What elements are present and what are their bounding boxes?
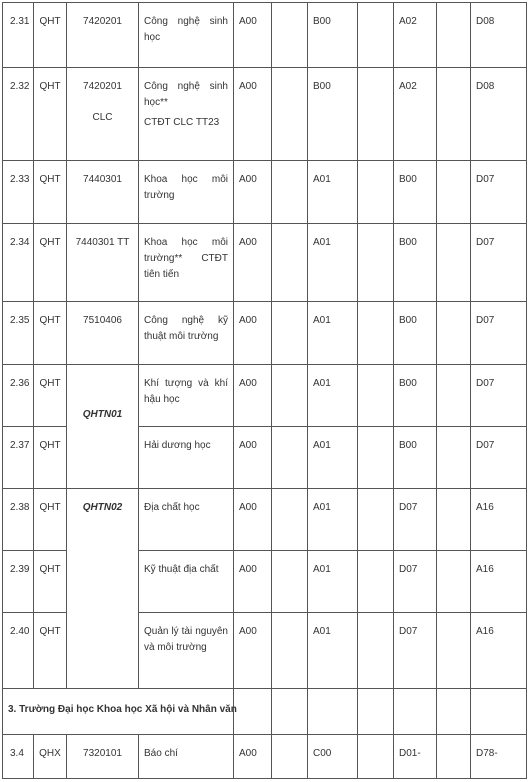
school-code: QHT xyxy=(34,68,67,161)
empty-cell xyxy=(437,735,471,779)
major-name: Công nghệ sinh học** CTĐT CLC TT23 xyxy=(139,68,234,161)
combo-4: A16 xyxy=(471,613,527,689)
combo-4: D07 xyxy=(471,427,527,489)
empty-cell xyxy=(437,689,471,735)
empty-cell xyxy=(358,735,394,779)
combo-2: A01 xyxy=(308,224,358,302)
section-title: 3. Trường Đại học Khoa học Xã hội và Nhân văn xyxy=(3,689,234,735)
empty-cell xyxy=(358,224,394,302)
combo-2: A01 xyxy=(308,365,358,427)
combo-1: A00 xyxy=(234,613,272,689)
school-code: QHT xyxy=(34,613,67,689)
major-code: 7420201 xyxy=(67,3,139,68)
major-name: Khoa học môi trường** CTĐT tiên tiến xyxy=(139,224,234,302)
combo-3: B00 xyxy=(394,161,437,224)
combo-3: D01- xyxy=(394,735,437,779)
combo-1: A00 xyxy=(234,302,272,365)
empty-cell xyxy=(272,302,308,365)
school-code: QHT xyxy=(34,551,67,613)
major-name: Công nghệ kỹ thuật môi trường xyxy=(139,302,234,365)
major-name: Báo chí xyxy=(139,735,234,779)
table-row xyxy=(3,302,527,365)
combo-1: A00 xyxy=(234,3,272,68)
empty-cell xyxy=(358,68,394,161)
combo-4: A16 xyxy=(471,551,527,613)
combo-3: D07 xyxy=(394,551,437,613)
major-code: 7510406 xyxy=(67,302,139,365)
empty-cell xyxy=(394,689,437,735)
major-code: 7420201 CLC xyxy=(67,68,139,161)
empty-cell xyxy=(272,551,308,613)
combo-2: A01 xyxy=(308,302,358,365)
combo-4: D07 xyxy=(471,302,527,365)
table-row xyxy=(3,224,527,302)
combo-3: B00 xyxy=(394,302,437,365)
combo-1: A00 xyxy=(234,224,272,302)
empty-cell xyxy=(358,489,394,551)
empty-cell xyxy=(358,302,394,365)
combo-2: B00 xyxy=(308,68,358,161)
major-name: Địa chất học xyxy=(139,489,234,551)
empty-cell xyxy=(471,689,527,735)
combo-1: A00 xyxy=(234,68,272,161)
combo-3: B00 xyxy=(394,224,437,302)
combo-1: A00 xyxy=(234,427,272,489)
major-code: 7440301 xyxy=(67,161,139,224)
combo-3: D07 xyxy=(394,489,437,551)
combo-2: B00 xyxy=(308,3,358,68)
row-number: 2.40 xyxy=(3,613,34,689)
combo-4: D08 xyxy=(471,3,527,68)
combo-1: A00 xyxy=(234,551,272,613)
combo-4: D08 xyxy=(471,68,527,161)
combo-3: B00 xyxy=(394,365,437,427)
empty-cell xyxy=(358,427,394,489)
combo-2: A01 xyxy=(308,551,358,613)
major-name: Quản lý tài nguyên và môi trường xyxy=(139,613,234,689)
row-number: 2.38 xyxy=(3,489,34,551)
empty-cell xyxy=(437,551,471,613)
school-code: QHT xyxy=(34,365,67,427)
table-row xyxy=(3,3,527,68)
school-code: QHT xyxy=(34,489,67,551)
empty-cell xyxy=(358,613,394,689)
major-name: Công nghệ sinh học xyxy=(139,3,234,68)
table-row xyxy=(3,735,527,779)
combo-4: D78- xyxy=(471,735,527,779)
combo-2: A01 xyxy=(308,613,358,689)
row-number: 2.36 xyxy=(3,365,34,427)
table-row xyxy=(3,68,527,161)
empty-cell xyxy=(358,365,394,427)
empty-cell xyxy=(437,3,471,68)
combo-2: C00 xyxy=(308,735,358,779)
empty-cell xyxy=(272,365,308,427)
empty-cell xyxy=(272,3,308,68)
combo-1: A00 xyxy=(234,365,272,427)
empty-cell xyxy=(437,613,471,689)
school-code: QHT xyxy=(34,3,67,68)
empty-cell xyxy=(272,489,308,551)
empty-cell xyxy=(272,689,308,735)
school-code: QHT xyxy=(34,161,67,224)
combo-1: A00 xyxy=(234,489,272,551)
major-code: 7320101 xyxy=(67,735,139,779)
table-row xyxy=(3,489,527,551)
group-code: QHTN01 xyxy=(67,365,139,489)
section-header-row xyxy=(3,689,527,735)
row-number: 2.35 xyxy=(3,302,34,365)
major-name: Hải dương học xyxy=(139,427,234,489)
empty-cell xyxy=(358,161,394,224)
combo-2: A01 xyxy=(308,427,358,489)
empty-cell xyxy=(272,427,308,489)
empty-cell xyxy=(437,224,471,302)
empty-cell xyxy=(358,3,394,68)
empty-cell xyxy=(272,161,308,224)
major-name: Khí tượng và khí hậu học xyxy=(139,365,234,427)
combo-4: D07 xyxy=(471,224,527,302)
combo-2: A01 xyxy=(308,489,358,551)
school-code: QHT xyxy=(34,427,67,489)
group-code: QHTN02 xyxy=(67,489,139,689)
school-code: QHX xyxy=(34,735,67,779)
row-number: 2.34 xyxy=(3,224,34,302)
combo-1: A00 xyxy=(234,735,272,779)
empty-cell xyxy=(437,489,471,551)
row-number: 2.31 xyxy=(3,3,34,68)
school-code: QHT xyxy=(34,224,67,302)
admission-table xyxy=(2,2,527,779)
empty-cell xyxy=(437,365,471,427)
empty-cell xyxy=(308,689,358,735)
row-number: 3.4 xyxy=(3,735,34,779)
empty-cell xyxy=(272,735,308,779)
school-code: QHT xyxy=(34,302,67,365)
combo-4: D07 xyxy=(471,365,527,427)
empty-cell xyxy=(272,68,308,161)
combo-4: D07 xyxy=(471,161,527,224)
empty-cell xyxy=(234,689,272,735)
table-row xyxy=(3,365,527,427)
row-number: 2.33 xyxy=(3,161,34,224)
major-code: 7440301 TT xyxy=(67,224,139,302)
empty-cell xyxy=(437,427,471,489)
row-number: 2.37 xyxy=(3,427,34,489)
combo-3: D07 xyxy=(394,613,437,689)
combo-3: A02 xyxy=(394,3,437,68)
empty-cell xyxy=(437,161,471,224)
combo-3: B00 xyxy=(394,427,437,489)
combo-1: A00 xyxy=(234,161,272,224)
combo-3: A02 xyxy=(394,68,437,161)
empty-cell xyxy=(437,302,471,365)
empty-cell xyxy=(358,551,394,613)
row-number: 2.32 xyxy=(3,68,34,161)
combo-2: A01 xyxy=(308,161,358,224)
row-number: 2.39 xyxy=(3,551,34,613)
empty-cell xyxy=(272,224,308,302)
empty-cell xyxy=(437,68,471,161)
major-name: Kỹ thuật địa chất xyxy=(139,551,234,613)
empty-cell xyxy=(272,613,308,689)
combo-4: A16 xyxy=(471,489,527,551)
table-row xyxy=(3,161,527,224)
empty-cell xyxy=(358,689,394,735)
major-name: Khoa học môi trường xyxy=(139,161,234,224)
